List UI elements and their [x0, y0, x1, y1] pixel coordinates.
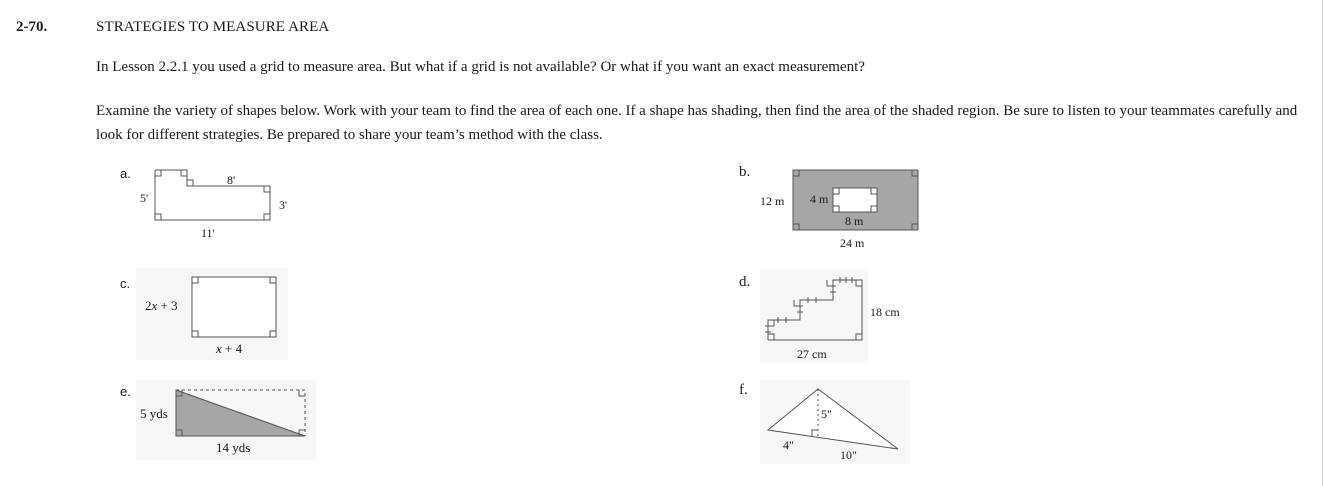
fig-a-right: 3': [279, 198, 288, 212]
fig-b-height: 12 m: [760, 194, 785, 208]
fig-b-inner-height: 4 m: [810, 192, 829, 206]
fig-d-width: 27 cm: [797, 347, 827, 361]
fig-d-height: 18 cm: [870, 305, 900, 319]
fig-c-base: x + 4: [216, 341, 243, 356]
fig-f-base: 10": [840, 448, 857, 462]
fig-e-height: 5 yds: [140, 406, 168, 421]
label-f: f.: [739, 382, 748, 398]
fig-a-left: 5': [140, 191, 149, 205]
label-c: c.: [120, 276, 131, 291]
fig-f-left-base: 4": [783, 438, 794, 452]
fig-f-height: 5": [821, 407, 832, 421]
problem-title: STRATEGIES TO MEASURE AREA: [96, 19, 330, 35]
fig-a-top: 8': [227, 173, 236, 187]
label-e: e.: [120, 384, 131, 399]
instructions-paragraph: Examine the variety of shapes below. Work with your team to find the area of each one. If a shape has shading, then find the area of the shaded region. Be sure to listen to your teammates carefully and look for different strategies. Be prepared to share your team’s method with the class.: [96, 103, 1298, 143]
fig-b-inner-width: 8 m: [845, 214, 864, 228]
fig-e-width: 14 yds: [216, 440, 251, 455]
fig-c-side: 2x + 3: [145, 298, 178, 313]
label-a: a.: [120, 166, 131, 181]
label-b: b.: [739, 164, 751, 180]
problem-number: 2-70.: [16, 19, 48, 35]
label-d: d.: [739, 274, 751, 290]
fig-b-width: 24 m: [840, 236, 865, 250]
intro-paragraph: In Lesson 2.2.1 you used a grid to measure area. But what if a grid is not available? Or what if you want an exact measurement?: [96, 59, 865, 75]
fig-a-bottom: 11': [201, 226, 215, 240]
